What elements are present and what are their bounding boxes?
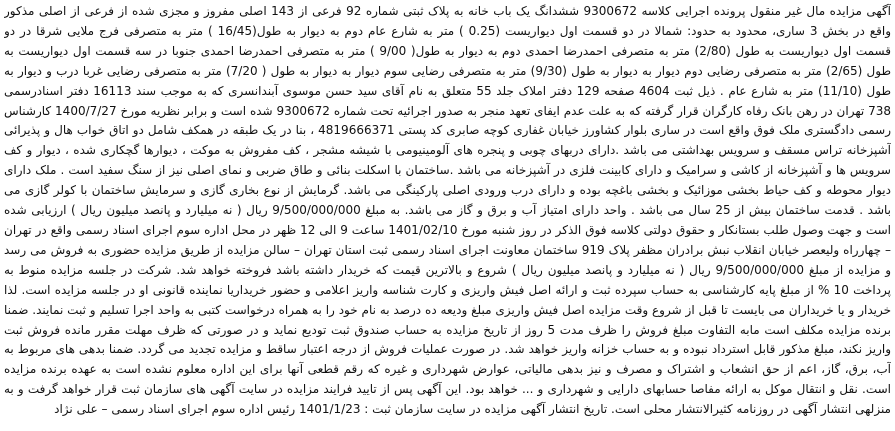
auction-notice <box>4 2 891 429</box>
auction-notice-text: آگهی مزایده مال غیر منقول پرونده اجرایی کلاسه 9300672 ششدانگ یک باب خانه به پلاک ثبتی شماره 92 فرعی از 143 اصلی مفروز و مجزی شده از فرعی از اصلی مذکور واقع در بخش 3 ساری، محدود به حدود: شمالا در دو قسمت اول دیواریست (0.25 ) متر به شارع عام دوم به دیوار به طول(16/45 ) متر به متصرفی فرج ملایی شرقا در دو قسمت اول دیواریست به طول (2/80) متر به متصرفی احمدرضا احمدی دوم به دیوار به طول( 9/00 ) متر به متصرفی احمدرضا احمدی جنوبا در سه قسمت اول دیواریست به طول (2/65) متر به متصرفی رضایی دوم دیوار به دیوار به طول (9/30) متر به متصرفی رضایی سوم دیوار به دیوار به طول ( 7/20) متر به متصرفی رضایی غربا درب و دیوار به طول (11/10) متر به شارع عام . ذیل ثبت 4604 صفحه 129 دفتر املاک جلد 55 متعلق به نام آقای سید حسن موسوی آبندانسری که به موجب سند 16113 دفتر اسنادرسمی 738 تهران در رهن بانک رفاه کارگران قرار گرفته که به علت عدم ایفای تعهد منجر به صدور اجرائیه تحت شماره 9300672 شده است و برابر نظریه مورخ 1400/7/27 کارشناس رسمی دادگستری ملک فوق واقع است در ساری بلوار کشاورز خیابان غفاری کوچه صابری کد پستی 4819666371 ، بنا در یک طبقه در همکف شامل دو اتاق خواب هال و پذیرائی آشپزخانه تراس مسقف و سرویس بهداشتی می باشد .دارای دربهای چوبی و پنجره های آلومینیومی با شیشه مشجر ، کف مفروش به موکت ، دیوارها گچکاری شده ، دیوار و کف سرویس ها و آشپزخانه از کاشی و سرامیک و دارای کابینت فلزی در آشپزخانه می باشد .ساختمان با اسکلت بنائی و طاق ضربی و نمای اصلی نیز از سنگ سفید است . ملک دارای دیوار محوطه و کف حیاط بخشی موزائیک و بخشی باغچه بوده و دارای درب ورودی اصلی پارکینگی می باشد. گرمایش از نوع بخاری گازی و سرمایش ساختمان با کولر گازی می باشد . قدمت ساختمان بیش از 25 سال می باشد . واحد دارای امتیاز آب و برق و گاز می باشد. به مبلغ 9/500/000/000 ریال ( نه میلیارد و پانصد میلیون ریال ) ارزیابی شده است و جهت وصول طلب بستانکار و حقوق دولتی کلاسه فوق الذکر در روز شنبه مورخ 1401/02/10 ساعت 9 الی 12 ظهر در محل اداره سوم اجرای اسناد رسمی واقع در تهران – چهارراه ولیعصر خیابان انقلاب نبش برادران مظفر پلاک 919 ساختمان معاونت اجرای اسناد رسمی ثبت استان تهران – سالن مزایده از طریق مزایده حضوری به فروش می رسد و مزایده از مبلغ 9/500/000/000 ریال ( نه میلیارد و پانصد میلیون ریال ) شروع و بالاترین قیمت که خریدار داشته باشد فروخته خواهد شد. شرکت در جلسه مزایده منوط به پرداخت 10 % از مبلغ پایه کارشناسی به حساب سپرده ثبت و ارائه اصل فیش واریزی و کارت شناسه واریز اعلامی و حضور خریداریا نماینده قانونی او در جلسه مزایده است. لذا خریدار و یا خریداران می بایست تا قبل از شروع وقت مزایده اصل فیش واریزی مبلغ ودیعه ده درصد به نام خود را به همراه درخواست کتبی به واحد اجرا تسلیم و ثبت نمایند. ضمنا برنده مزایده مکلف است مابه التفاوت مبلغ فروش را ظرف مدت 5 روز از تاریخ مزایده به حساب صندوق ثبت تودیع نماید و در صورتی که ظرف مهلت مقرر مانده فروش ثبت واریز نکند، مبلغ مذکور قابل استرداد نبوده و به حساب خزانه واریز خواهد شد. در صورت عملیات فروش از درجه اعتبار ساقط و مزایده تجدید می گردد. ضمنا بدهی های مربوط به آب، برق، گاز، اعم از حق انشعاب و اشتراک و مصرف و نیز بدهی مالیاتی، عوارض شهرداری و غیره که رقم قطعی آنها برای این اداره معلوم نشده است به عهده برنده مزایده است. نقل و انتقال موکل به ارائه مفاصا حسابهای دارایی و شهرداری و ... خواهد بود. این آگهی پس از تایید فرایند مزایده در سایت آگهی های سازمان ثبت قرار خواهد گرفت و به منزلهی انتشار آگهی در روزنامه کثیرالانتشار محلی است. تاریخ انتشار آگهی مزایده در سایت سازمان ثبت : 1401/1/23 رئیس اداره سوم اجرای اسناد رسمی – علی نژاد <box>4 4 891 417</box>
